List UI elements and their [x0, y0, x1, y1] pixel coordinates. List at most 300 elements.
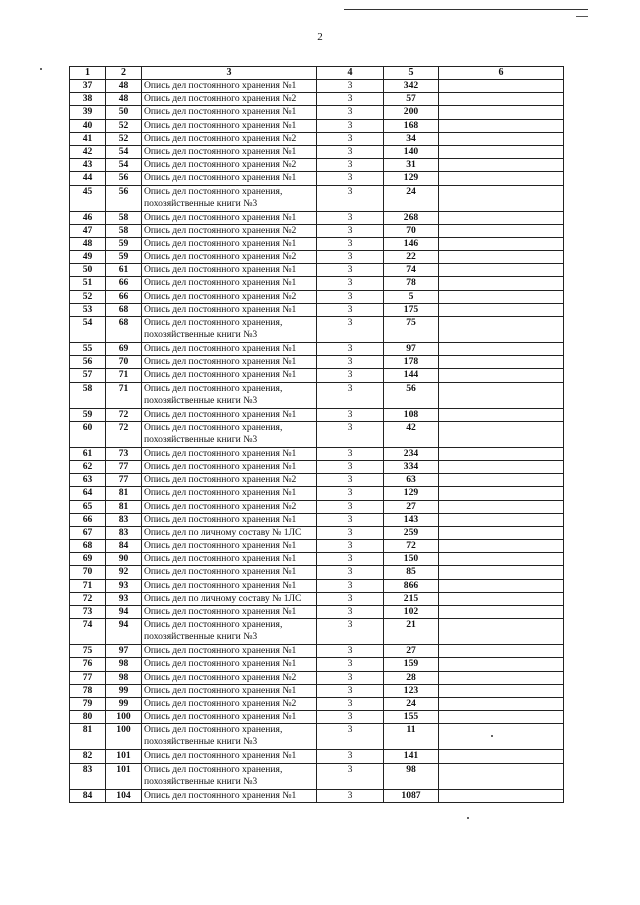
units-cell: 74 [384, 264, 439, 277]
page-number: 2 [317, 31, 323, 43]
description-cell [142, 224, 317, 237]
units-cell: 259 [384, 526, 439, 539]
description-line: Опись дел постоянного хранения №1 [144, 487, 297, 499]
description-cell [142, 671, 317, 684]
row-number-cell: 44 [70, 172, 106, 185]
description-cell [142, 579, 317, 592]
table-row [70, 684, 564, 697]
units-cell: 75 [384, 317, 439, 343]
row-number-cell: 82 [70, 750, 106, 763]
column-header: 4 [317, 67, 384, 80]
count-cell: 3 [317, 619, 384, 645]
table-row [70, 724, 564, 750]
row-number-cell: 84 [70, 789, 106, 802]
table-row [70, 159, 564, 172]
count-cell: 3 [317, 80, 384, 93]
count-cell: 3 [317, 343, 384, 356]
note-cell [439, 579, 564, 592]
fund-number-cell: 61 [106, 264, 142, 277]
description-cell [142, 474, 317, 487]
description-line: Опись дел постоянного хранения, [144, 382, 283, 394]
table-row [70, 237, 564, 250]
note-cell [439, 356, 564, 369]
description-cell [142, 145, 317, 158]
description-cell [142, 408, 317, 421]
description-cell [142, 80, 317, 93]
description-cell [142, 277, 317, 290]
description-line: Опись дел постоянного хранения №2 [144, 697, 297, 709]
count-cell: 3 [317, 697, 384, 710]
fund-number-cell: 73 [106, 447, 142, 460]
description-line: Опись дел постоянного хранения №1 [144, 750, 297, 762]
count-cell: 3 [317, 93, 384, 106]
fund-number-cell: 104 [106, 789, 142, 802]
description-cell [142, 645, 317, 658]
table-row [70, 303, 564, 316]
units-cell: 144 [384, 369, 439, 382]
row-number-cell: 45 [70, 185, 106, 211]
count-cell: 3 [317, 789, 384, 802]
units-cell: 129 [384, 172, 439, 185]
note-cell [439, 763, 564, 789]
note-cell [439, 264, 564, 277]
description-line: Опись дел постоянного хранения, [144, 421, 283, 433]
table-row [70, 789, 564, 802]
row-number-cell: 54 [70, 317, 106, 343]
note-cell [439, 317, 564, 343]
units-cell: 11 [384, 724, 439, 750]
count-cell: 3 [317, 211, 384, 224]
description-cell [142, 382, 317, 408]
fund-number-cell: 94 [106, 606, 142, 619]
row-number-cell: 70 [70, 566, 106, 579]
description-line: Опись дел постоянного хранения №1 [144, 237, 297, 249]
fund-number-cell: 48 [106, 93, 142, 106]
note-cell [439, 211, 564, 224]
note-cell [439, 658, 564, 671]
row-number-cell: 77 [70, 671, 106, 684]
fund-number-cell: 50 [106, 106, 142, 119]
note-cell [439, 185, 564, 211]
note-cell [439, 724, 564, 750]
count-cell: 3 [317, 763, 384, 789]
fund-number-cell: 92 [106, 566, 142, 579]
description-cell [142, 566, 317, 579]
note-cell [439, 369, 564, 382]
description-line: Опись дел постоянного хранения №2 [144, 474, 297, 486]
row-number-cell: 78 [70, 684, 106, 697]
column-header: 3 [142, 67, 317, 80]
description-line: Опись дел постоянного хранения №1 [144, 447, 297, 459]
fund-number-cell: 72 [106, 408, 142, 421]
units-cell: 34 [384, 132, 439, 145]
row-number-cell: 75 [70, 645, 106, 658]
description-line: похозяйственные книги №3 [144, 394, 258, 406]
column-header: 2 [106, 67, 142, 80]
description-cell [142, 711, 317, 724]
table-row [70, 408, 564, 421]
table-row [70, 317, 564, 343]
count-cell: 3 [317, 474, 384, 487]
description-cell [142, 172, 317, 185]
table-row [70, 763, 564, 789]
count-cell: 3 [317, 540, 384, 553]
note-cell [439, 513, 564, 526]
units-cell: 155 [384, 711, 439, 724]
units-cell: 56 [384, 382, 439, 408]
description-cell [142, 697, 317, 710]
units-cell: 21 [384, 619, 439, 645]
count-cell: 3 [317, 750, 384, 763]
description-line: Опись дел постоянного хранения №2 [144, 671, 297, 683]
table-row [70, 658, 564, 671]
units-cell: 342 [384, 80, 439, 93]
note-cell [439, 303, 564, 316]
row-number-cell: 80 [70, 711, 106, 724]
description-cell [142, 132, 317, 145]
fund-number-cell: 70 [106, 356, 142, 369]
fund-number-cell: 98 [106, 671, 142, 684]
description-line: Опись дел постоянного хранения №1 [144, 80, 297, 91]
description-cell [142, 789, 317, 802]
units-cell: 866 [384, 579, 439, 592]
row-number-cell: 68 [70, 540, 106, 553]
table-row [70, 211, 564, 224]
note-cell [439, 487, 564, 500]
units-cell: 143 [384, 513, 439, 526]
fund-number-cell: 84 [106, 540, 142, 553]
units-cell: 146 [384, 237, 439, 250]
fund-number-cell: 81 [106, 500, 142, 513]
row-number-cell: 47 [70, 224, 106, 237]
row-number-cell: 74 [70, 619, 106, 645]
top-rule [344, 9, 588, 10]
note-cell [439, 645, 564, 658]
units-cell: 24 [384, 185, 439, 211]
description-cell [142, 303, 317, 316]
note-cell [439, 592, 564, 605]
row-number-cell: 65 [70, 500, 106, 513]
description-line: Опись дел постоянного хранения №2 [144, 93, 297, 105]
units-cell: 78 [384, 277, 439, 290]
count-cell: 3 [317, 356, 384, 369]
description-line: похозяйственные книги №3 [144, 736, 258, 748]
row-number-cell: 61 [70, 447, 106, 460]
row-number-cell: 49 [70, 251, 106, 264]
units-cell: 102 [384, 606, 439, 619]
row-number-cell: 72 [70, 592, 106, 605]
units-cell: 215 [384, 592, 439, 605]
units-cell: 234 [384, 447, 439, 460]
units-cell: 5 [384, 290, 439, 303]
row-number-cell: 41 [70, 132, 106, 145]
description-line: Опись дел постоянного хранения №1 [144, 460, 297, 472]
description-line: Опись дел постоянного хранения №1 [144, 145, 297, 157]
note-cell [439, 566, 564, 579]
row-number-cell: 37 [70, 80, 106, 93]
units-cell: 168 [384, 119, 439, 132]
note-cell [439, 789, 564, 802]
row-number-cell: 59 [70, 408, 106, 421]
table-row [70, 369, 564, 382]
table-row [70, 106, 564, 119]
row-number-cell: 48 [70, 237, 106, 250]
row-number-cell: 58 [70, 382, 106, 408]
note-cell [439, 251, 564, 264]
table-row [70, 566, 564, 579]
count-cell: 3 [317, 317, 384, 343]
table-row [70, 487, 564, 500]
note-cell [439, 750, 564, 763]
description-cell [142, 619, 317, 645]
count-cell: 3 [317, 592, 384, 605]
description-line: Опись дел постоянного хранения №1 [144, 106, 297, 118]
count-cell: 3 [317, 264, 384, 277]
fund-number-cell: 100 [106, 724, 142, 750]
count-cell: 3 [317, 500, 384, 513]
table-row [70, 80, 564, 93]
fund-number-cell: 99 [106, 684, 142, 697]
description-cell [142, 185, 317, 211]
description-line: похозяйственные книги №3 [144, 433, 258, 445]
description-cell [142, 526, 317, 539]
units-cell: 70 [384, 224, 439, 237]
description-cell [142, 592, 317, 605]
count-cell: 3 [317, 119, 384, 132]
row-number-cell: 40 [70, 119, 106, 132]
count-cell: 3 [317, 172, 384, 185]
count-cell: 3 [317, 224, 384, 237]
table-row [70, 343, 564, 356]
count-cell: 3 [317, 106, 384, 119]
note-cell [439, 500, 564, 513]
note-cell [439, 145, 564, 158]
description-cell [142, 93, 317, 106]
description-line: Опись дел постоянного хранения №2 [144, 290, 297, 302]
count-cell: 3 [317, 159, 384, 172]
description-line: Опись дел постоянного хранения №2 [144, 224, 297, 236]
note-cell [439, 697, 564, 710]
description-line: Опись дел постоянного хранения, [144, 185, 283, 197]
table-row [70, 645, 564, 658]
description-line: Опись дел постоянного хранения №1 [144, 789, 297, 801]
units-cell: 334 [384, 460, 439, 473]
description-line: Опись дел постоянного хранения №2 [144, 500, 297, 512]
row-number-cell: 51 [70, 277, 106, 290]
fund-number-cell: 71 [106, 369, 142, 382]
description-cell [142, 447, 317, 460]
description-line: Опись дел постоянного хранения №1 [144, 277, 297, 289]
description-line: Опись дел постоянного хранения №1 [144, 513, 297, 525]
units-cell: 200 [384, 106, 439, 119]
note-cell [439, 474, 564, 487]
count-cell: 3 [317, 421, 384, 447]
count-cell: 3 [317, 303, 384, 316]
note-cell [439, 684, 564, 697]
fund-number-cell: 68 [106, 317, 142, 343]
description-line: Опись дел постоянного хранения №1 [144, 645, 297, 657]
units-cell: 85 [384, 566, 439, 579]
units-cell: 57 [384, 93, 439, 106]
count-cell: 3 [317, 447, 384, 460]
row-number-cell: 83 [70, 763, 106, 789]
units-cell: 268 [384, 211, 439, 224]
table-row [70, 277, 564, 290]
description-cell [142, 356, 317, 369]
description-line: Опись дел постоянного хранения №1 [144, 119, 297, 131]
fund-number-cell: 93 [106, 579, 142, 592]
description-line: Опись дел постоянного хранения, [144, 619, 283, 631]
note-cell [439, 447, 564, 460]
description-cell [142, 500, 317, 513]
note-cell [439, 132, 564, 145]
fund-number-cell: 81 [106, 487, 142, 500]
note-cell [439, 93, 564, 106]
units-cell: 31 [384, 159, 439, 172]
column-header: 5 [384, 67, 439, 80]
description-line: Опись дел постоянного хранения №1 [144, 211, 297, 223]
units-cell: 42 [384, 421, 439, 447]
table-row [70, 553, 564, 566]
note-cell [439, 106, 564, 119]
description-cell [142, 750, 317, 763]
units-cell: 28 [384, 671, 439, 684]
description-cell [142, 211, 317, 224]
fund-number-cell: 58 [106, 224, 142, 237]
units-cell: 108 [384, 408, 439, 421]
description-line: Опись дел постоянного хранения №1 [144, 408, 297, 420]
description-cell [142, 513, 317, 526]
units-cell: 129 [384, 487, 439, 500]
description-line: Опись дел постоянного хранения №1 [144, 579, 297, 591]
table-row [70, 750, 564, 763]
table-row [70, 382, 564, 408]
row-number-cell: 55 [70, 343, 106, 356]
row-number-cell: 57 [70, 369, 106, 382]
column-header: 6 [439, 67, 564, 80]
description-line: Опись дел постоянного хранения №1 [144, 566, 297, 578]
count-cell: 3 [317, 645, 384, 658]
note-cell [439, 224, 564, 237]
fund-number-cell: 77 [106, 474, 142, 487]
row-number-cell: 64 [70, 487, 106, 500]
description-line: Опись дел постоянного хранения №1 [144, 369, 297, 381]
note-cell [439, 421, 564, 447]
count-cell: 3 [317, 684, 384, 697]
table-row [70, 460, 564, 473]
row-number-cell: 60 [70, 421, 106, 447]
description-cell [142, 658, 317, 671]
units-cell: 24 [384, 697, 439, 710]
description-cell [142, 487, 317, 500]
count-cell: 3 [317, 369, 384, 382]
note-cell [439, 526, 564, 539]
description-cell [142, 553, 317, 566]
table-row [70, 711, 564, 724]
fund-number-cell: 66 [106, 290, 142, 303]
table-row [70, 526, 564, 539]
note-cell [439, 119, 564, 132]
description-cell [142, 421, 317, 447]
count-cell: 3 [317, 671, 384, 684]
fund-number-cell: 98 [106, 658, 142, 671]
table-row [70, 145, 564, 158]
table-row [70, 579, 564, 592]
row-number-cell: 69 [70, 553, 106, 566]
note-cell [439, 382, 564, 408]
fund-number-cell: 100 [106, 711, 142, 724]
description-line: похозяйственные книги №3 [144, 197, 258, 209]
description-line: Опись дел постоянного хранения №2 [144, 159, 297, 171]
table-row [70, 356, 564, 369]
description-line: Опись дел постоянного хранения №1 [144, 303, 297, 315]
description-cell [142, 237, 317, 250]
description-cell [142, 606, 317, 619]
table-row [70, 513, 564, 526]
row-number-cell: 73 [70, 606, 106, 619]
fund-number-cell: 93 [106, 592, 142, 605]
description-line: Опись дел постоянного хранения №2 [144, 132, 297, 144]
description-cell [142, 119, 317, 132]
row-number-cell: 46 [70, 211, 106, 224]
count-cell: 3 [317, 132, 384, 145]
table-row [70, 619, 564, 645]
description-cell [142, 684, 317, 697]
description-line: Опись дел постоянного хранения №1 [144, 658, 297, 670]
note-cell [439, 460, 564, 473]
note-cell [439, 553, 564, 566]
fund-number-cell: 52 [106, 132, 142, 145]
fund-number-cell: 77 [106, 460, 142, 473]
description-line: Опись дел постоянного хранения №1 [144, 172, 297, 184]
fund-number-cell: 54 [106, 159, 142, 172]
note-cell [439, 619, 564, 645]
units-cell: 159 [384, 658, 439, 671]
note-cell [439, 540, 564, 553]
fund-number-cell: 56 [106, 185, 142, 211]
description-cell [142, 251, 317, 264]
description-cell [142, 369, 317, 382]
note-cell [439, 159, 564, 172]
note-cell [439, 80, 564, 93]
units-cell: 150 [384, 553, 439, 566]
description-line: похозяйственные книги №3 [144, 775, 258, 787]
description-cell [142, 290, 317, 303]
table-row [70, 264, 564, 277]
units-cell: 1087 [384, 789, 439, 802]
fund-number-cell: 99 [106, 697, 142, 710]
fund-number-cell: 59 [106, 237, 142, 250]
fund-number-cell: 72 [106, 421, 142, 447]
count-cell: 3 [317, 460, 384, 473]
units-cell: 22 [384, 251, 439, 264]
table-row [70, 671, 564, 684]
units-cell: 123 [384, 684, 439, 697]
note-cell [439, 277, 564, 290]
units-cell: 27 [384, 645, 439, 658]
table-row [70, 224, 564, 237]
fund-number-cell: 83 [106, 526, 142, 539]
description-cell [142, 159, 317, 172]
fund-number-cell: 59 [106, 251, 142, 264]
description-line: Опись дел постоянного хранения, [144, 724, 283, 736]
count-cell: 3 [317, 487, 384, 500]
count-cell: 3 [317, 277, 384, 290]
description-line: Опись дел постоянного хранения №1 [144, 684, 297, 696]
table-row [70, 540, 564, 553]
row-number-cell: 81 [70, 724, 106, 750]
table-row [70, 93, 564, 106]
